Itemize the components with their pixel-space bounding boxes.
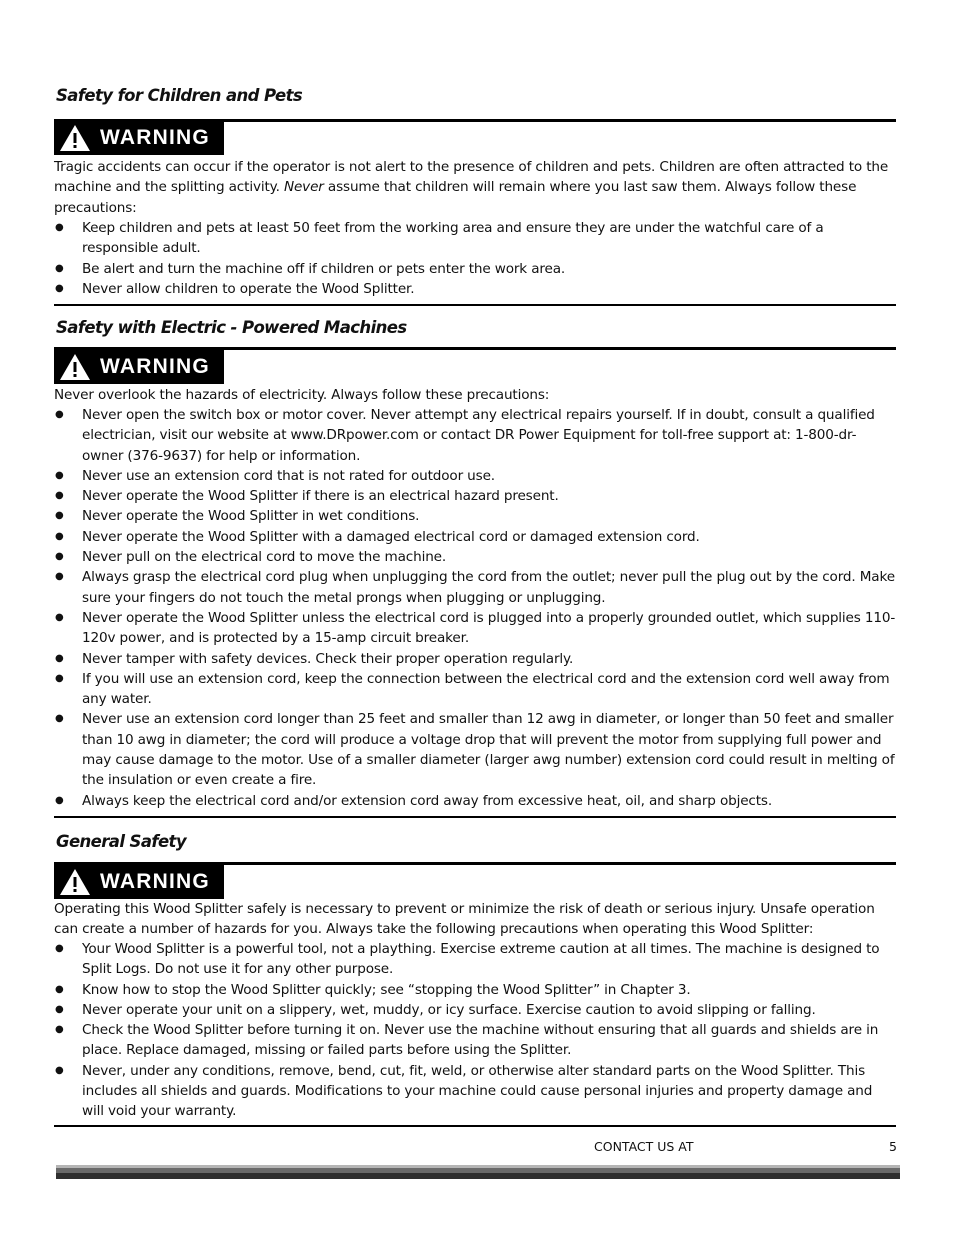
page-number: 5 (889, 1139, 897, 1154)
list-item: ● Never open the switch box or motor cover. Never attempt any electrical repairs yourself. If in doubt, consult a qualified electrician, visit our website at www.DRpower.com or contact DR Power Equipment for toll-free support at: 1-800-dr-owner (376-9637) for help or information. (54, 405, 896, 466)
section-divider (54, 304, 896, 306)
section-intro (54, 157, 896, 218)
list-item: ● Never use an extension cord that is not rated for outdoor use. (54, 466, 896, 486)
warning-triangle-icon (59, 124, 91, 152)
list-item: ● Always grasp the electrical cord plug when unplugging the cord from the outlet; never pull the plug out by the cord. Make sure your fingers do not touch the metal prongs when plugging or unplugging. (54, 567, 896, 608)
list-item: ● Your Wood Splitter is a powerful tool, not a plaything. Exercise extreme caution at all times. The machine is designed to Split Logs. Do not use it for any other purpose. (54, 939, 896, 980)
warning-label: WARNING (100, 355, 210, 378)
list-item: ● Know how to stop the Wood Splitter quickly; see “stopping the Wood Splitter” in Chapter 3. (54, 980, 896, 1000)
list-item: ● Check the Wood Splitter before turning it on. Never use the machine without ensuring that all guards and shields are in place. Replace damaged, missing or failed parts before using the Splitter. (54, 1020, 896, 1061)
intro-text: Tragic accidents can occur if the operator is not alert to the presence of children and pets. Children are often attracted to the machine and the splitting activity. (54, 159, 889, 196)
list-item: ● Never operate the Wood Splitter unless the electrical cord is plugged into a properly grounded outlet, which supplies 110-120v power, and is protected by a 15-amp circuit breaker. (54, 608, 896, 649)
warning-label: WARNING (100, 126, 210, 149)
intro-emphasis: Never (283, 179, 324, 196)
list-item: ● Always keep the electrical cord and/or extension cord away from excessive heat, oil, and sharp objects. (54, 791, 896, 811)
section-title-electric: Safety with Electric - Powered Machines (56, 318, 407, 337)
list-item: ● If you will use an extension cord, keep the connection between the electrical cord and the extension cord well away from any water. (54, 669, 896, 710)
section-divider (54, 816, 896, 818)
warning-badge (54, 121, 224, 155)
section-title-children-pets: Safety for Children and Pets (56, 86, 303, 105)
list-item: ● Never operate your unit on a slippery, wet, muddy, or icy surface. Exercise caution to avoid slipping or falling. (54, 1000, 896, 1020)
section-intro: Operating this Wood Splitter safely is necessary to prevent or minimize the risk of death or serious injury. Unsafe operation can create a number of hazards for you. Always take the following precautions when operating this Wood Splitter: (54, 901, 875, 938)
list-item: ● Never operate the Wood Splitter if there is an electrical hazard present. (54, 486, 896, 506)
precautions-list (54, 218, 896, 299)
intro-text-after: assume that children will remain where you last saw them. Always follow these precautions: (54, 179, 857, 216)
warning-label: WARNING (100, 870, 210, 893)
list-item: ● Never, under any conditions, remove, bend, cut, fit, weld, or otherwise alter standard parts on the Wood Splitter. This includes all shields and guards. Modifications to your machine could cause personal injuries and property damage and will void your warranty. (54, 1061, 896, 1122)
warning-triangle-icon (59, 868, 91, 896)
precautions-list (54, 405, 896, 811)
list-item: ● Keep children and pets at least 50 feet from the working area and ensure they are under the watchful care of a responsible adult. (54, 218, 896, 259)
warning-triangle-icon (59, 353, 91, 381)
warning-badge (54, 865, 224, 899)
footer-contact: CONTACT US AT (594, 1139, 694, 1154)
warning-badge (54, 350, 224, 384)
list-item: ● Never operate the Wood Splitter with a damaged electrical cord or damaged extension cord. (54, 527, 896, 547)
section-divider (54, 1125, 896, 1127)
precautions-list (54, 939, 896, 1122)
list-item: ● Never use an extension cord longer than 25 feet and smaller than 12 awg in diameter, or longer than 50 feet and smaller than 10 awg in diameter; the cord will produce a voltage drop that will prevent the motor from supplying full power and may cause damage to the motor. Use of a smaller diameter (larger awg number) extension cord could result in melting of the insulation or even create a fire. (54, 709, 896, 790)
list-item: ● Be alert and turn the machine off if children or pets enter the work area. (54, 259, 896, 279)
list-item: ● Never allow children to operate the Wood Splitter. (54, 279, 896, 299)
list-item: ● Never tamper with safety devices. Check their proper operation regularly. (54, 649, 896, 669)
list-item: ● Never pull on the electrical cord to move the machine. (54, 547, 896, 567)
footer-bar (56, 1165, 900, 1179)
section-title-general: General Safety (56, 832, 186, 851)
section-intro: Never overlook the hazards of electricity. Always follow these precautions: (54, 387, 550, 403)
list-item: ● Never operate the Wood Splitter in wet conditions. (54, 506, 896, 526)
